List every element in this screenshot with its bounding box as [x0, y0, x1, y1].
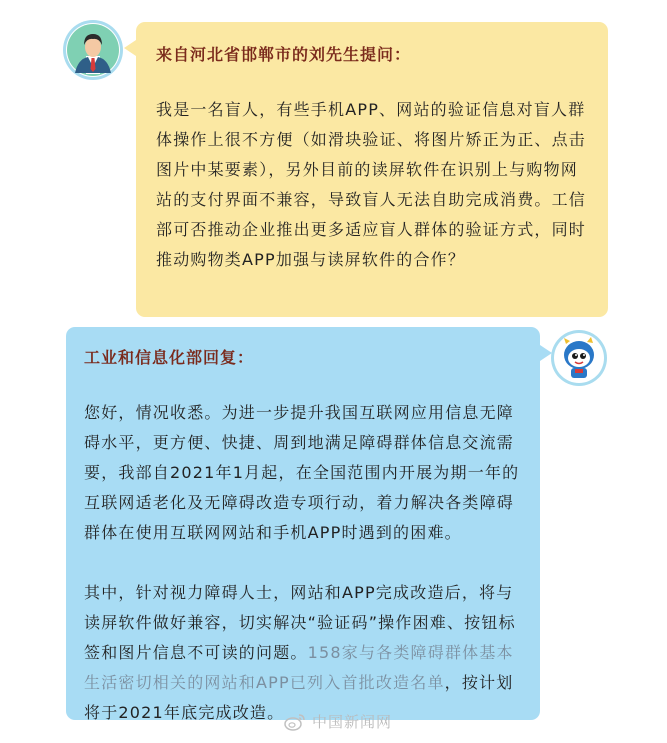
question-bubble: [136, 22, 608, 317]
answer-paragraph-2: [84, 578, 520, 728]
answer-paragraph-1: 您好，情况收悉。为进一步提升我国互联网应用信息无障碍水平，更方便、快捷、周到地满足障碍群体信息交流需要，我部自2021年1月起，在全国范围内开展为期一年的互联网适老化及无障碍改造专项行动，着力解决各类障碍群体在使用互联网网站和手机APP时遇到的困难。: [84, 403, 520, 542]
man-avatar-icon: [66, 23, 120, 77]
answer-paragraph-2-text: 其中，针对视力障碍人士，网站和APP完成改造后，将与读屏软件做好兼容，切实解决“验证码”操作困难、按钮标签和图片信息不可读的问题。: [84, 583, 516, 662]
answer-bubble: [66, 327, 540, 720]
responder-avatar: [551, 330, 607, 386]
questioner-avatar: [63, 20, 123, 80]
question-heading: 来自河北省邯郸市的刘先生提问：: [156, 45, 412, 64]
watermark-text: 中国新闻网: [312, 713, 393, 731]
answer-paragraph-2-end: ，按计划将于2021年底完成改造。: [84, 673, 514, 722]
weibo-icon: [284, 713, 306, 731]
answer-highlight-text: 158家与各类障碍群体基本生活密切相关的网站和APP已列入首批改造名单: [84, 643, 514, 692]
mascot-icon: [554, 333, 604, 383]
question-body: 我是一名盲人，有些手机APP、网站的验证信息对盲人群体操作上很不方便（如滑块验证、将图片矫正为正、点击图片中某要素），另外目前的读屏软件在识别上与购物网站的支付界面不兼容，导致盲人无法自助完成消费。工信部可否推动企业推出更多适应盲人群体的验证方式，同时推动购物类APP加强与读屏软件的合作？: [156, 100, 587, 269]
answer-heading: 工业和信息化部回复：: [84, 348, 255, 367]
watermark: [284, 711, 392, 732]
